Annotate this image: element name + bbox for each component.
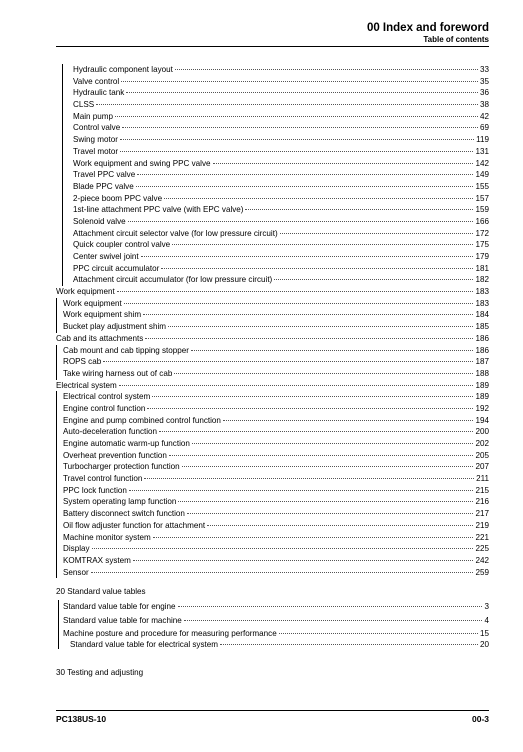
dot-leader [141,256,474,257]
toc-entry-title: Swing motor [73,135,118,145]
toc-entry-title: Machine monitor system [63,532,151,542]
toc-entry[interactable] [63,450,489,462]
toc-entry-title: Oil flow adjuster function for attachment [63,520,206,530]
toc-entry-page: 149 [475,170,489,180]
toc-entry[interactable] [73,122,489,134]
toc-entry[interactable] [63,461,489,473]
toc-entry-page: 185 [475,322,489,332]
toc-entry-title: Engine automatic warm-up function [63,439,190,448]
toc-entry-page: 219 [475,520,489,530]
toc-entry-title: Cab mount and cab tipping stopper [63,345,189,355]
dot-leader [161,268,473,269]
toc-entry-page: 33 [479,65,489,74]
dot-leader [178,606,483,607]
toc-entry-page: 211 [476,474,489,484]
toc-entry-page: 131 [475,146,489,156]
toc-entry-title: Main pump [73,111,114,121]
toc-entry-page: 155 [475,181,489,191]
toc-entry[interactable] [73,111,489,123]
toc-entry-page: 194 [475,415,489,425]
dot-leader [121,81,478,82]
dot-leader [213,163,474,164]
standard-value-entry[interactable] [63,640,489,649]
toc-entry-title: Control valve [73,123,121,133]
dot-leader [164,198,473,199]
toc-entry-title: Overheat prevention function [63,450,167,460]
toc-entry-title: Standard value table for machine [63,615,182,625]
header-rule [56,46,489,47]
dot-leader [96,104,478,105]
dot-leader [153,537,474,538]
toc-entry-page: 20 [479,640,489,650]
dot-leader [119,385,474,386]
toc-entry[interactable] [63,555,489,567]
toc-entry-title: 1st-line attachment PPC valve (with EPC valve) [73,205,244,215]
toc-entry-page: 215 [475,485,489,495]
dot-leader [144,478,474,479]
toc-entry-title: Standard value table for engine [63,602,176,612]
toc-entry-page: 200 [475,427,489,437]
toc-entry-title: Travel PPC valve [73,170,136,180]
dot-leader [120,139,474,140]
toc-entry[interactable] [73,263,489,275]
page-number: 00-3 [471,714,489,724]
toc-entry-title: Auto-deceleration function [63,427,158,437]
dot-leader [184,620,483,621]
toc-section [56,286,489,333]
toc-entry-title: PPC circuit accumulator [73,263,160,273]
toc-entry[interactable] [73,146,489,158]
toc-section [56,380,489,579]
dot-leader [128,221,474,222]
toc-entry-title: Electrical system [56,380,117,390]
toc-entry-title: Cab and its attachments [56,333,144,343]
toc-entry-page: 259 [475,567,489,577]
dot-leader [187,513,474,514]
toc-entry-title: Travel motor [73,146,119,156]
toc-entry[interactable] [63,485,489,497]
toc-entry[interactable] [73,216,489,228]
toc-entry[interactable] [63,543,489,555]
toc-entry-title: Standard value table for electrical system [70,640,219,650]
toc-entry-page: 3 [484,602,489,612]
toc-entry-page: 157 [475,193,489,203]
dot-leader [122,127,478,128]
toc-entry-page: 35 [479,76,489,86]
toc-entry-page: 217 [475,509,489,519]
toc-entry-title: Bucket play adjustment shim [63,322,167,332]
toc-entry-page: 4 [484,615,489,625]
dot-leader [120,151,473,152]
toc-entry-title: Valve control [73,76,120,86]
dot-leader [245,209,473,210]
toc-heading[interactable] [56,380,489,392]
toc-entry-title: PPC lock function [63,485,127,495]
toc-entry-page: 142 [475,158,489,168]
toc-entry-page: 183 [475,298,489,308]
standard-value-entry[interactable] [63,627,489,640]
toc-entry-title: Attachment circuit selector valve (for low pressure circuit) [73,228,278,238]
toc-entry[interactable] [63,321,489,333]
toc-entry[interactable] [63,298,489,310]
dot-leader [92,548,474,549]
toc-entry-page: 36 [479,88,489,98]
toc-entry-title: Engine and pump combined control function [63,415,221,425]
toc-entry-title: Electrical control system [63,392,151,402]
toc-entry-page: 119 [476,135,489,145]
toc-entry-page: 181 [475,263,489,273]
toc-entry[interactable] [63,415,489,427]
dot-leader [223,420,474,421]
toc-subitems [56,345,489,380]
toc-subitems [56,391,489,578]
toc-entry-title: Attachment circuit accumulator (for low pressure circuit) [73,275,273,285]
toc-entry-page: 186 [475,333,489,343]
toc-entry-page: 207 [475,462,489,472]
toc-entry[interactable] [63,403,489,415]
toc-entry[interactable] [63,391,489,403]
toc-heading[interactable] [56,286,489,298]
toc-entry-title: Travel control function [63,474,143,484]
dot-leader [115,116,478,117]
table-of-contents [56,64,489,679]
dot-leader [137,174,473,175]
dot-leader [169,455,474,456]
dot-leader [191,350,473,351]
toc-entry-page: 187 [475,357,489,367]
toc-entry-page: 225 [475,544,489,554]
dot-leader [159,431,473,432]
chapter-title: 00 Index and foreword [366,22,489,34]
toc-entry-title: System operating lamp function [63,497,177,507]
toc-entry-title: Quick coupler control valve [73,240,171,250]
dot-leader [207,525,473,526]
dot-leader [145,338,473,339]
toc-entry-title: Take wiring harness out of cab [63,368,173,378]
toc-entry[interactable] [63,508,489,520]
toc-entry-title: Center swivel joint [73,252,139,261]
toc-entry-title: 2-piece boom PPC valve [73,193,163,203]
dot-leader [220,644,478,645]
dot-leader [175,69,478,70]
toc-entry-page: 182 [475,275,489,285]
toc-entry[interactable] [73,158,489,170]
toc-entry[interactable] [73,228,489,240]
dot-leader [174,373,473,374]
toc-entry-title: Work equipment [63,298,122,308]
dot-leader [133,560,474,561]
toc-entry-title: Hydraulic tank [73,88,125,98]
toc-entry[interactable] [73,251,489,263]
toc-entry-title: ROPS cab [63,357,102,367]
toc-entry-page: 205 [475,450,489,460]
toc-entry-page: 188 [475,368,489,378]
toc-entry-page: 186 [475,345,489,355]
toc-section [62,64,489,286]
toc-entry[interactable] [73,87,489,99]
toc-entry[interactable] [73,239,489,251]
toc-entry[interactable] [63,356,489,368]
toc-entry-title: Work equipment and swing PPC valve [73,158,211,168]
dot-leader [280,233,474,234]
toc-entry[interactable] [73,76,489,88]
standard-value-entry[interactable] [63,614,489,627]
toc-section-items [73,64,489,286]
toc-entry-page: 172 [475,228,489,238]
dot-leader [274,279,473,280]
toc-entry-title: Turbocharger protection function [63,462,180,472]
toc-entry-title: Machine posture and procedure for measuring performance [63,628,277,638]
toc-entry-title: Sensor [63,567,89,577]
toc-sections [56,64,489,578]
toc-entry-title: Work equipment shim [63,310,142,320]
toc-entry[interactable] [63,567,489,579]
toc-heading[interactable] [56,333,489,345]
toc-entry-title: Work equipment [56,287,115,297]
toc-entry-page: 221 [475,532,489,542]
toc-entry[interactable] [73,193,489,205]
model-number: PC138US-10 [56,714,107,724]
toc-subitems [56,298,489,333]
toc-entry[interactable] [63,532,489,544]
toc-entry-page: 184 [475,310,489,320]
toc-entry-page: 216 [475,497,489,507]
toc-entry-page: 179 [475,252,489,261]
toc-entry[interactable] [63,438,489,450]
dot-leader [117,291,474,292]
toc-entry[interactable] [63,345,489,357]
toc-entry-page: 166 [475,216,489,226]
standard-value-list [58,600,489,649]
dot-leader [279,633,478,634]
toc-entry-title: Engine control function [63,403,146,413]
toc-entry-page: 69 [479,123,489,133]
toc-section [56,333,489,380]
dot-leader [124,303,474,304]
dot-leader [152,396,473,397]
toc-entry-page: 159 [475,205,489,215]
dot-leader [172,244,473,245]
toc-entry[interactable] [63,496,489,508]
page-footer [56,714,489,724]
page-header [367,22,489,44]
toc-entry[interactable] [73,64,489,76]
toc-entry-page: 38 [479,100,489,110]
dot-leader [147,408,473,409]
toc-entry[interactable] [73,134,489,146]
dot-leader [192,443,474,444]
toc-entry-page: 15 [479,628,489,638]
dot-leader [126,92,478,93]
toc-entry[interactable] [73,169,489,181]
toc-entry-page: 242 [475,555,489,565]
toc-entry[interactable] [73,204,489,216]
dot-leader [178,501,473,502]
dot-leader [143,314,473,315]
toc-entry[interactable] [63,309,489,321]
toc-entry[interactable] [63,368,489,380]
toc-entry-page: 189 [475,380,489,390]
toc-entry-title: CLSS [73,100,95,110]
dot-leader [129,490,474,491]
dot-leader [168,326,473,327]
toc-entry[interactable] [63,520,489,532]
standard-value-entry[interactable] [63,600,489,613]
toc-entry-page: 192 [475,403,489,413]
toc-entry[interactable] [63,473,489,485]
chapter-30-heading[interactable]: 30 Testing and adjusting [56,668,144,678]
toc-entry-title: KOMTRAX system [63,555,131,565]
chapter-subtitle: Table of contents [423,35,489,44]
toc-entry-title: Battery disconnect switch function [63,509,185,519]
chapter-20-heading[interactable]: 20 Standard value tables [56,587,146,597]
dot-leader [136,186,474,187]
dot-leader [103,361,473,362]
toc-entry[interactable] [73,99,489,111]
footer-rule [56,710,489,711]
toc-entry-title: Solenoid valve [73,216,126,226]
toc-entry-page: 202 [475,439,489,448]
toc-entry[interactable] [63,426,489,438]
dot-leader [182,466,474,467]
toc-entry-title: Blade PPC valve [73,181,134,191]
toc-entry[interactable] [73,274,489,286]
toc-entry-page: 175 [475,240,489,250]
dot-leader [91,572,474,573]
toc-entry[interactable] [73,181,489,193]
toc-entry-page: 183 [475,287,489,297]
toc-entry-page: 42 [479,111,489,121]
toc-entry-page: 189 [475,392,489,402]
toc-entry-title: Hydraulic component layout [73,65,173,74]
toc-entry-title: Display [63,544,90,554]
